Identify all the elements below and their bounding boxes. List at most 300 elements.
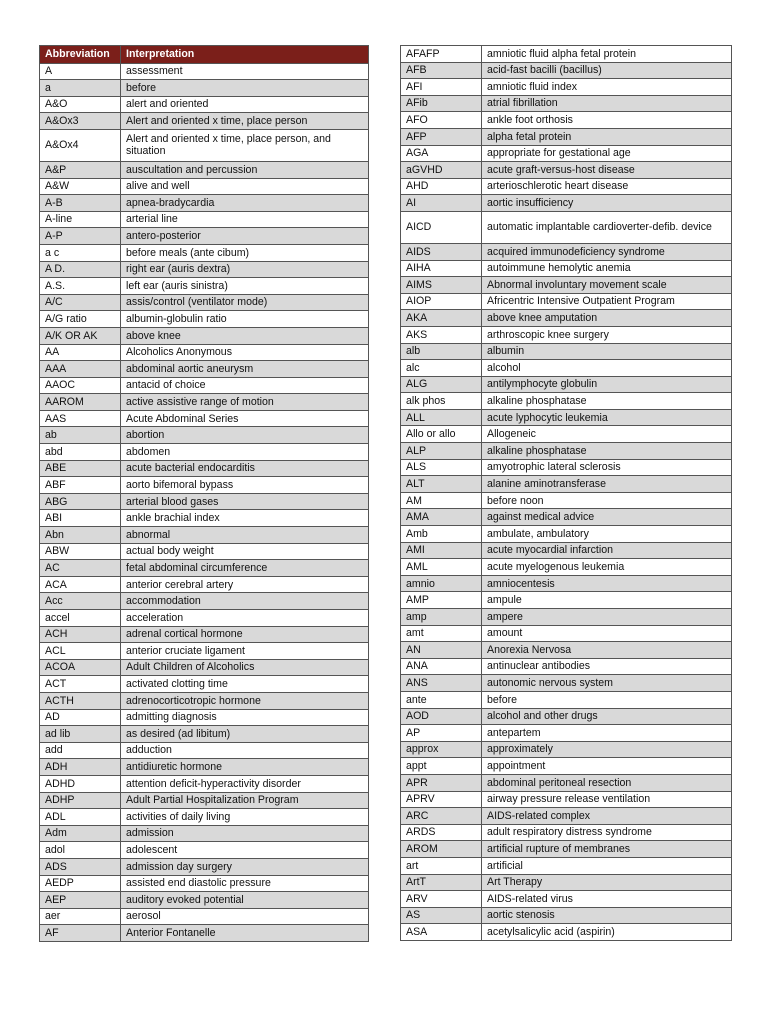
abbreviation-cell: AIDS	[401, 243, 482, 260]
table-row	[401, 725, 732, 742]
interpretation-cell: against medical advice	[482, 509, 732, 526]
abbreviation-cell: ADHD	[40, 775, 121, 792]
table-row	[401, 492, 732, 509]
interpretation-cell: antacid of choice	[121, 377, 369, 394]
table-row	[40, 825, 369, 842]
interpretation-cell: amyotrophic lateral sclerosis	[482, 459, 732, 476]
abbreviation-cell: ABF	[40, 477, 121, 494]
abbreviation-cell: amp	[401, 609, 482, 626]
table-row	[401, 526, 732, 543]
abbreviation-cell: AC	[40, 560, 121, 577]
interpretation-cell: Acute Abdominal Series	[121, 410, 369, 427]
table-row	[401, 924, 732, 941]
table-row	[40, 676, 369, 693]
table-row	[401, 658, 732, 675]
interpretation-cell: assisted end diastolic pressure	[121, 875, 369, 892]
interpretation-cell: Alert and oriented x time, place person	[121, 113, 369, 130]
interpretation-cell: above knee amputation	[482, 310, 732, 327]
table-row	[401, 293, 732, 310]
abbreviation-cell: AD	[40, 709, 121, 726]
abbreviation-cell: APR	[401, 774, 482, 791]
table-row	[40, 792, 369, 809]
interpretation-cell: appropriate for gestational age	[482, 145, 732, 162]
abbreviation-cell: AMI	[401, 542, 482, 559]
interpretation-cell: ampule	[482, 592, 732, 609]
table-row	[40, 560, 369, 577]
interpretation-cell: antidiuretic hormone	[121, 759, 369, 776]
table-row	[40, 576, 369, 593]
table-row	[401, 708, 732, 725]
interpretation-cell: before	[121, 80, 369, 97]
interpretation-cell: arthroscopic knee surgery	[482, 326, 732, 343]
interpretation-cell: abortion	[121, 427, 369, 444]
table-row	[40, 659, 369, 676]
table-row	[40, 178, 369, 195]
abbreviation-cell: ab	[40, 427, 121, 444]
table-row	[401, 260, 732, 277]
abbreviation-cell: approx	[401, 741, 482, 758]
abbreviation-cell: A/G ratio	[40, 311, 121, 328]
table-row	[40, 278, 369, 295]
table-row	[401, 178, 732, 195]
abbreviation-cell: Abn	[40, 527, 121, 544]
table-row	[40, 726, 369, 743]
table-row	[40, 327, 369, 344]
interpretation-cell: Africentric Intensive Outpatient Program	[482, 293, 732, 310]
abbreviation-cell: alc	[401, 360, 482, 377]
abbreviation-cell: ALS	[401, 459, 482, 476]
interpretation-cell: left ear (auris sinistra)	[121, 278, 369, 295]
interpretation-cell: albumin-globulin ratio	[121, 311, 369, 328]
table-row	[401, 62, 732, 79]
table-row	[401, 741, 732, 758]
table-row	[40, 709, 369, 726]
abbreviation-cell: ARV	[401, 891, 482, 908]
table-row	[40, 543, 369, 560]
table-row	[40, 410, 369, 427]
table-row	[401, 609, 732, 626]
interpretation-cell: as desired (ad libitum)	[121, 726, 369, 743]
abbreviation-cell: AFO	[401, 112, 482, 129]
abbreviation-cell: aer	[40, 908, 121, 925]
interpretation-cell: automatic implantable cardioverter-defib. device	[482, 211, 732, 243]
table-row	[40, 858, 369, 875]
interpretation-cell: activities of daily living	[121, 809, 369, 826]
interpretation-cell: albumin	[482, 343, 732, 360]
interpretation-cell: Adult Children of Alcoholics	[121, 659, 369, 676]
abbreviation-cell: AFB	[401, 62, 482, 79]
table-row	[40, 228, 369, 245]
table-row	[40, 775, 369, 792]
interpretation-cell: arterial line	[121, 211, 369, 228]
abbreviation-cell: ANS	[401, 675, 482, 692]
table-row	[40, 377, 369, 394]
abbreviation-header: Abbreviation	[40, 46, 121, 64]
interpretation-cell: accommodation	[121, 593, 369, 610]
abbreviation-cell: AIHA	[401, 260, 482, 277]
interpretation-cell: acute myelogenous leukemia	[482, 559, 732, 576]
abbreviation-cell: AKA	[401, 310, 482, 327]
abbreviation-cell: AFAFP	[401, 46, 482, 63]
abbreviation-cell: A	[40, 63, 121, 80]
abbreviation-cell: ALP	[401, 443, 482, 460]
abbreviation-cell: AOD	[401, 708, 482, 725]
abbreviation-cell: amnio	[401, 575, 482, 592]
table-row	[401, 112, 732, 129]
table-row	[401, 46, 732, 63]
table-row	[40, 294, 369, 311]
table-row	[401, 691, 732, 708]
abbreviation-cell: ACT	[40, 676, 121, 693]
abbreviation-cell: ALL	[401, 409, 482, 426]
interpretation-cell: admission day surgery	[121, 858, 369, 875]
interpretation-cell: adduction	[121, 742, 369, 759]
interpretation-cell: assessment	[121, 63, 369, 80]
abbreviation-cell: AM	[401, 492, 482, 509]
interpretation-cell: active assistive range of motion	[121, 394, 369, 411]
table-row	[40, 63, 369, 80]
interpretation-cell: aerosol	[121, 908, 369, 925]
abbreviation-cell: alb	[401, 343, 482, 360]
table-row	[40, 842, 369, 859]
interpretation-cell: ankle brachial index	[121, 510, 369, 527]
abbreviation-cell: ABG	[40, 493, 121, 510]
abbreviation-cell: A&Ox3	[40, 113, 121, 130]
interpretation-cell: assis/control (ventilator mode)	[121, 294, 369, 311]
abbreviation-cell: Acc	[40, 593, 121, 610]
interpretation-cell: anterior cerebral artery	[121, 576, 369, 593]
interpretation-cell: atrial fibrillation	[482, 95, 732, 112]
table-row	[401, 162, 732, 179]
abbreviation-cell: ACOA	[40, 659, 121, 676]
interpretation-cell: acute myocardial infarction	[482, 542, 732, 559]
table-row	[401, 808, 732, 825]
interpretation-cell: adrenal cortical hormone	[121, 626, 369, 643]
abbreviation-cell: AA	[40, 344, 121, 361]
table-row	[401, 79, 732, 96]
abbreviation-cell: art	[401, 857, 482, 874]
abbreviation-cell: ABE	[40, 460, 121, 477]
interpretation-cell: admitting diagnosis	[121, 709, 369, 726]
abbreviation-cell: A-line	[40, 211, 121, 228]
interpretation-cell: aortic stenosis	[482, 907, 732, 924]
left-table-body	[40, 63, 369, 941]
interpretation-cell: acute bacterial endocarditis	[121, 460, 369, 477]
table-row	[40, 925, 369, 942]
interpretation-cell: arterioschlerotic heart disease	[482, 178, 732, 195]
table-row	[401, 376, 732, 393]
interpretation-cell: fetal abdominal circumference	[121, 560, 369, 577]
table-row	[401, 642, 732, 659]
interpretation-cell: abnormal	[121, 527, 369, 544]
abbreviation-cell: A&W	[40, 178, 121, 195]
abbreviation-cell: A/K OR AK	[40, 327, 121, 344]
abbreviation-cell: AIMS	[401, 277, 482, 294]
interpretation-cell: before meals (ante cibum)	[121, 244, 369, 261]
interpretation-cell: Anterior Fontanelle	[121, 925, 369, 942]
abbreviation-cell: A-B	[40, 195, 121, 212]
table-row	[40, 892, 369, 909]
table-row	[401, 459, 732, 476]
interpretation-cell: above knee	[121, 327, 369, 344]
interpretation-cell: alpha fetal protein	[482, 128, 732, 145]
table-row	[40, 875, 369, 892]
table-row	[40, 908, 369, 925]
interpretation-cell: anterior cruciate ligament	[121, 643, 369, 660]
abbreviation-cell: AHD	[401, 178, 482, 195]
interpretation-cell: adolescent	[121, 842, 369, 859]
abbreviation-cell: AROM	[401, 841, 482, 858]
abbreviation-cell: AGA	[401, 145, 482, 162]
table-row	[401, 443, 732, 460]
abbreviation-cell: ADH	[40, 759, 121, 776]
abbreviation-cell: AAROM	[40, 394, 121, 411]
abbreviation-cell: ADS	[40, 858, 121, 875]
table-row	[401, 426, 732, 443]
table-row	[401, 409, 732, 426]
abbreviation-cell: AICD	[401, 211, 482, 243]
abbreviation-cell: ALT	[401, 476, 482, 493]
table-row	[40, 444, 369, 461]
abbreviation-cell: ADL	[40, 809, 121, 826]
abbreviation-cell: AEP	[40, 892, 121, 909]
table-row	[401, 824, 732, 841]
abbreviation-cell: ArtT	[401, 874, 482, 891]
table-row	[40, 211, 369, 228]
abbreviation-cell: ACTH	[40, 692, 121, 709]
abbreviation-cell: ANA	[401, 658, 482, 675]
table-row	[40, 493, 369, 510]
table-row	[40, 460, 369, 477]
interpretation-cell: aortic insufficiency	[482, 195, 732, 212]
interpretation-cell: alcohol	[482, 360, 732, 377]
abbreviation-cell: ADHP	[40, 792, 121, 809]
table-row	[40, 477, 369, 494]
table-row	[401, 343, 732, 360]
table-row	[40, 742, 369, 759]
abbreviation-cell: AS	[401, 907, 482, 924]
interpretation-cell: approximately	[482, 741, 732, 758]
table-row	[40, 361, 369, 378]
interpretation-cell: Art Therapy	[482, 874, 732, 891]
interpretation-cell: autonomic nervous system	[482, 675, 732, 692]
table-row	[401, 559, 732, 576]
abbreviation-cell: alk phos	[401, 393, 482, 410]
abbreviation-cell: AMA	[401, 509, 482, 526]
interpretation-cell: autoimmune hemolytic anemia	[482, 260, 732, 277]
abbreviation-cell: AFib	[401, 95, 482, 112]
table-row	[40, 643, 369, 660]
abbreviation-cell: AP	[401, 725, 482, 742]
abbreviation-cell: accel	[40, 610, 121, 627]
interpretation-cell: abdomen	[121, 444, 369, 461]
interpretation-cell: antepartem	[482, 725, 732, 742]
table-row	[40, 809, 369, 826]
table-row	[40, 593, 369, 610]
table-row	[40, 692, 369, 709]
interpretation-cell: AIDS-related virus	[482, 891, 732, 908]
right-table-body	[401, 46, 732, 941]
interpretation-cell: right ear (auris dextra)	[121, 261, 369, 278]
abbreviation-cell: appt	[401, 758, 482, 775]
table-row	[40, 261, 369, 278]
interpretation-cell: activated clotting time	[121, 676, 369, 693]
interpretation-cell: acute graft-versus-host disease	[482, 162, 732, 179]
interpretation-cell: Alert and oriented x time, place person, and situation	[121, 129, 369, 161]
interpretation-cell: ambulate, ambulatory	[482, 526, 732, 543]
table-row	[40, 113, 369, 130]
interpretation-cell: artificial	[482, 857, 732, 874]
abbreviation-cell: AML	[401, 559, 482, 576]
abbreviation-cell: ABI	[40, 510, 121, 527]
abbreviation-cell: AIOP	[401, 293, 482, 310]
interpretation-cell: admission	[121, 825, 369, 842]
interpretation-cell: AIDS-related complex	[482, 808, 732, 825]
abbreviation-cell: A&O	[40, 96, 121, 113]
table-row	[40, 311, 369, 328]
abbreviation-cell: ad lib	[40, 726, 121, 743]
table-row	[401, 145, 732, 162]
table-row	[40, 527, 369, 544]
interpretation-cell: amniotic fluid index	[482, 79, 732, 96]
table-row	[401, 542, 732, 559]
abbreviation-cell: ARC	[401, 808, 482, 825]
interpretation-cell: acid-fast bacilli (bacillus)	[482, 62, 732, 79]
table-row	[40, 96, 369, 113]
interpretation-cell: amniocentesis	[482, 575, 732, 592]
abbreviation-cell: A.S.	[40, 278, 121, 295]
abbreviation-cell: aGVHD	[401, 162, 482, 179]
interpretation-cell: Alcoholics Anonymous	[121, 344, 369, 361]
table-row	[401, 277, 732, 294]
table-row	[401, 874, 732, 891]
abbreviation-cell: ACL	[40, 643, 121, 660]
interpretation-cell: antilymphocyte globulin	[482, 376, 732, 393]
table-row	[40, 195, 369, 212]
interpretation-cell: Abnormal involuntary movement scale	[482, 277, 732, 294]
abbreviation-cell: AFP	[401, 128, 482, 145]
abbreviation-cell: a	[40, 80, 121, 97]
interpretation-cell: antinuclear antibodies	[482, 658, 732, 675]
interpretation-cell: auscultation and percussion	[121, 161, 369, 178]
abbreviation-cell: A-P	[40, 228, 121, 245]
table-row	[40, 759, 369, 776]
interpretation-cell: ankle foot orthosis	[482, 112, 732, 129]
table-row	[40, 244, 369, 261]
abbreviation-cell: ABW	[40, 543, 121, 560]
table-row	[40, 394, 369, 411]
interpretation-cell: alkaline phosphatase	[482, 393, 732, 410]
abbreviation-cell: ARDS	[401, 824, 482, 841]
abbreviation-cell: AAA	[40, 361, 121, 378]
interpretation-cell: artificial rupture of membranes	[482, 841, 732, 858]
abbreviation-cell: AN	[401, 642, 482, 659]
interpretation-cell: alkaline phosphatase	[482, 443, 732, 460]
abbreviation-cell: AEDP	[40, 875, 121, 892]
abbreviation-cell: AMP	[401, 592, 482, 609]
interpretation-cell: attention deficit-hyperactivity disorder	[121, 775, 369, 792]
interpretation-cell: abdominal peritoneal resection	[482, 774, 732, 791]
interpretation-cell: acceleration	[121, 610, 369, 627]
table-row	[401, 310, 732, 327]
abbreviation-cell: ACA	[40, 576, 121, 593]
table-row	[401, 907, 732, 924]
table-row	[40, 161, 369, 178]
interpretation-cell: actual body weight	[121, 543, 369, 560]
abbreviation-cell: AAOC	[40, 377, 121, 394]
table-row	[40, 80, 369, 97]
interpretation-cell: Allogeneic	[482, 426, 732, 443]
table-row	[401, 326, 732, 343]
table-row	[401, 791, 732, 808]
interpretation-cell: alive and well	[121, 178, 369, 195]
interpretation-cell: before noon	[482, 492, 732, 509]
interpretation-header: Interpretation	[121, 46, 369, 64]
abbreviation-cell: A&P	[40, 161, 121, 178]
interpretation-cell: adrenocorticotropic hormone	[121, 692, 369, 709]
abbreviation-cell: Amb	[401, 526, 482, 543]
interpretation-cell: alcohol and other drugs	[482, 708, 732, 725]
interpretation-cell: acquired immunodeficiency syndrome	[482, 243, 732, 260]
interpretation-cell: abdominal aortic aneurysm	[121, 361, 369, 378]
table-row	[401, 891, 732, 908]
interpretation-cell: auditory evoked potential	[121, 892, 369, 909]
abbreviation-cell: AF	[40, 925, 121, 942]
table-row	[401, 476, 732, 493]
interpretation-cell: aorto bifemoral bypass	[121, 477, 369, 494]
abbreviation-cell: a c	[40, 244, 121, 261]
table-row	[401, 128, 732, 145]
table-row	[401, 393, 732, 410]
table-row	[40, 427, 369, 444]
table-row	[401, 509, 732, 526]
interpretation-cell: Anorexia Nervosa	[482, 642, 732, 659]
abbreviation-cell: ACH	[40, 626, 121, 643]
interpretation-cell: ampere	[482, 609, 732, 626]
abbreviation-cell: A&Ox4	[40, 129, 121, 161]
table-row	[401, 841, 732, 858]
table-row	[40, 510, 369, 527]
table-row	[401, 592, 732, 609]
table-row	[401, 575, 732, 592]
abbreviation-cell: APRV	[401, 791, 482, 808]
interpretation-cell: alert and oriented	[121, 96, 369, 113]
interpretation-cell: appointment	[482, 758, 732, 775]
interpretation-cell: adult respiratory distress syndrome	[482, 824, 732, 841]
table-header-row	[40, 46, 369, 64]
abbreviation-cell: ASA	[401, 924, 482, 941]
table-row	[401, 857, 732, 874]
table-row	[401, 195, 732, 212]
table-row	[401, 95, 732, 112]
abbreviation-cell: Allo or allo	[401, 426, 482, 443]
table-row	[401, 758, 732, 775]
abbreviation-cell: AKS	[401, 326, 482, 343]
abbreviation-cell: A D.	[40, 261, 121, 278]
interpretation-cell: amount	[482, 625, 732, 642]
table-row	[401, 243, 732, 260]
interpretation-cell: apnea-bradycardia	[121, 195, 369, 212]
table-row	[40, 610, 369, 627]
interpretation-cell: acute lyphocytic leukemia	[482, 409, 732, 426]
table-row	[40, 344, 369, 361]
abbreviation-cell: ALG	[401, 376, 482, 393]
interpretation-cell: arterial blood gases	[121, 493, 369, 510]
abbreviation-cell: ante	[401, 691, 482, 708]
table-row	[401, 774, 732, 791]
abbreviation-table-left	[39, 45, 369, 942]
abbreviation-cell: adol	[40, 842, 121, 859]
